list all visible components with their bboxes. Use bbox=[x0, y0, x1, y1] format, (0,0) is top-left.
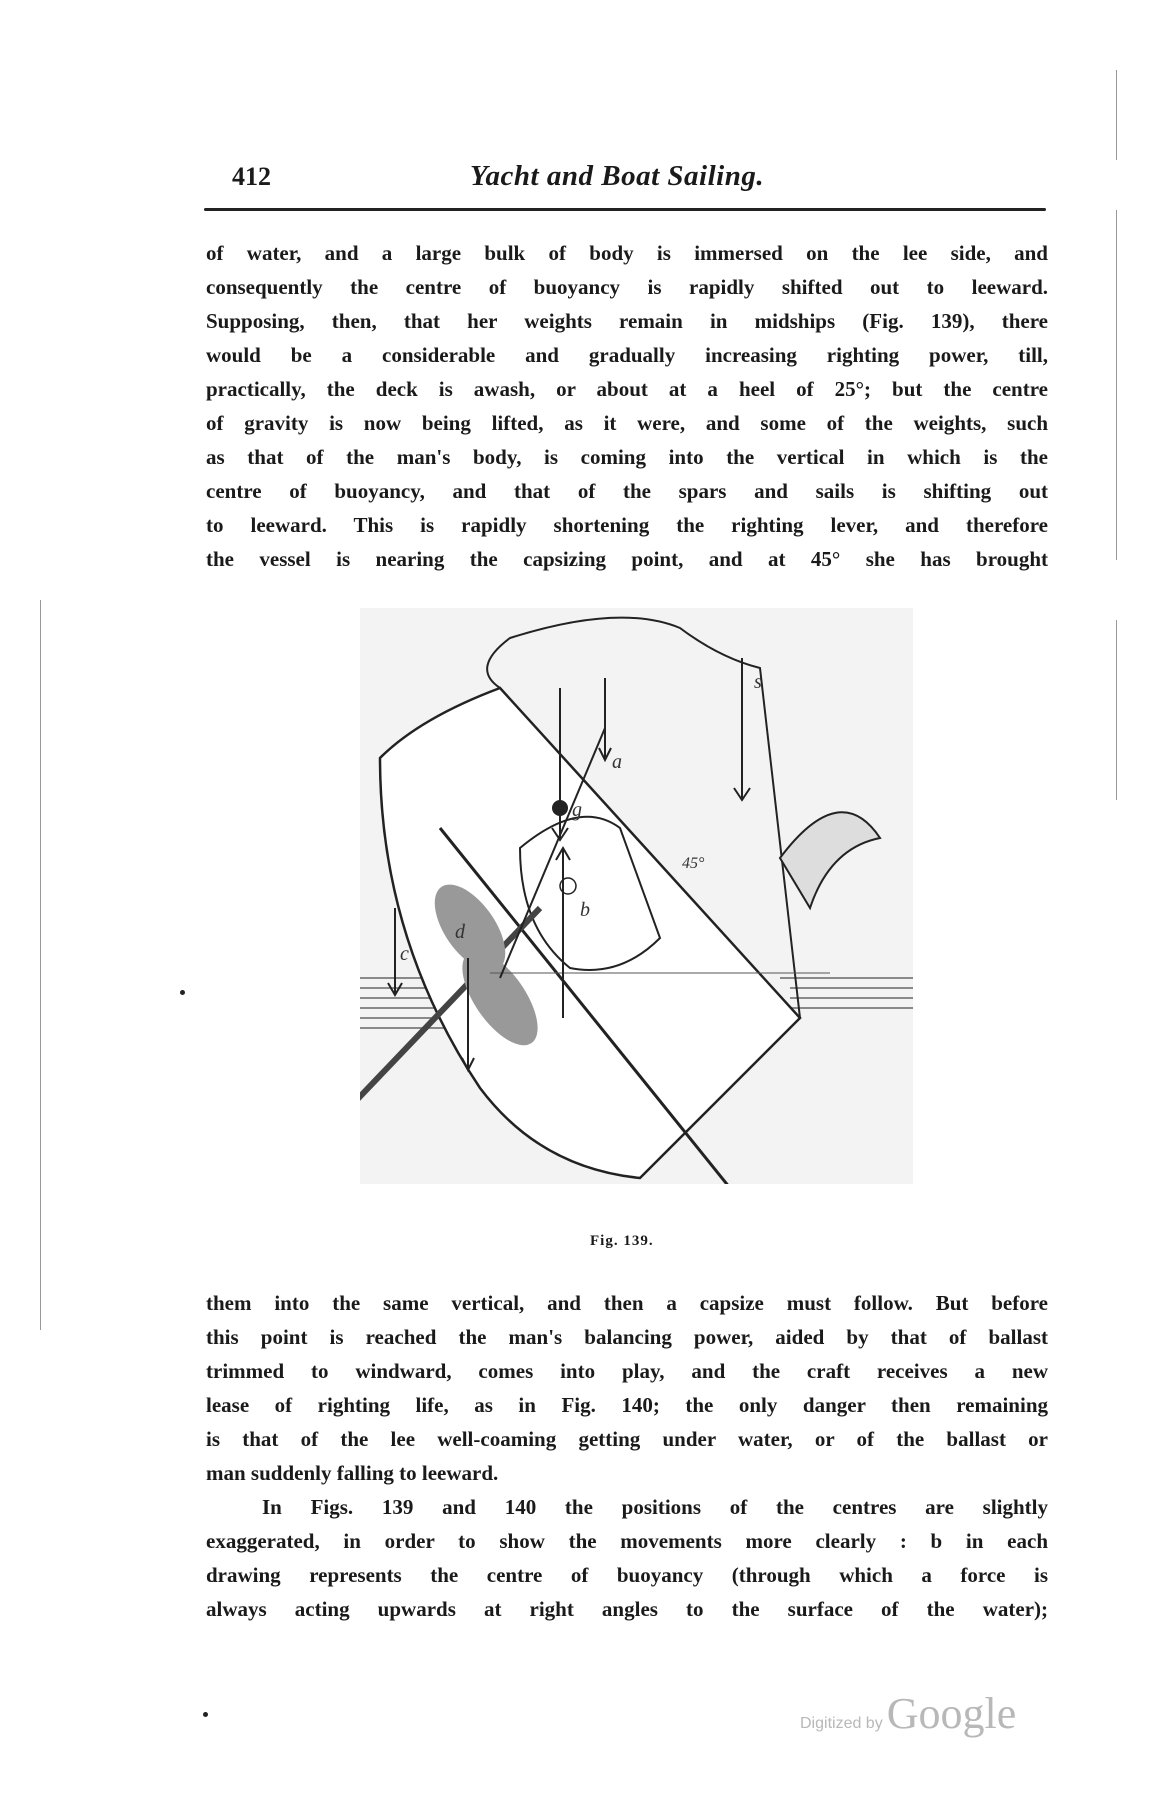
text-line: is that of the lee well-coaming getting under water, or of the ballast or bbox=[206, 1427, 1048, 1451]
text-line: In Figs. 139 and 140 the positions of the centres are slightly bbox=[262, 1495, 1048, 1519]
label-s: s bbox=[754, 671, 762, 693]
text-line: to leeward. This is rapidly shortening the righting lever, and therefore bbox=[206, 513, 1048, 537]
page-number: 412 bbox=[232, 162, 271, 191]
text-line: always acting upwards at right angles to the surface of the water); bbox=[206, 1597, 1048, 1621]
centre-of-gravity-marker bbox=[552, 800, 568, 816]
google-logo: Google bbox=[886, 1689, 1017, 1738]
label-angle: 45° bbox=[682, 855, 705, 872]
running-title: Yacht and Boat Sailing. bbox=[470, 160, 765, 192]
text-line: exaggerated, in order to show the movements more clearly : b in each bbox=[206, 1529, 1048, 1553]
text-line: the vessel is nearing the capsizing point, and at 45° she has brought bbox=[206, 547, 1048, 571]
text-line: Supposing, then, that her weights remain in midships (Fig. 139), there bbox=[206, 309, 1048, 333]
text-line: lease of righting life, as in Fig. 140; the only danger then remaining bbox=[206, 1393, 1048, 1417]
text-line: as that of the man's body, is coming into the vertical in which is the bbox=[206, 445, 1048, 469]
page-edge-left bbox=[40, 600, 41, 1330]
figure-caption: Fig. 139. bbox=[590, 1233, 654, 1249]
figure-139-illustration bbox=[360, 608, 913, 1184]
page-edge-right bbox=[1116, 620, 1117, 800]
text-line: this point is reached the man's balancing power, aided by that of ballast bbox=[206, 1325, 1048, 1349]
label-b: b bbox=[580, 899, 590, 921]
text-line: centre of buoyancy, and that of the spars and sails is shifting out bbox=[206, 479, 1048, 503]
text-line: consequently the centre of buoyancy is rapidly shifted out to leeward. bbox=[206, 275, 1048, 299]
text-line: of water, and a large bulk of body is immersed on the lee side, and bbox=[206, 241, 1048, 265]
capsizing-boat-drawing bbox=[360, 608, 913, 1184]
speck bbox=[203, 1712, 208, 1717]
text-line: drawing represents the centre of buoyancy (through which a force is bbox=[206, 1563, 1048, 1587]
text-line: trimmed to windward, comes into play, and the craft receives a new bbox=[206, 1359, 1048, 1383]
paragraph bbox=[206, 1286, 1048, 1626]
text-line: man suddenly falling to leeward. bbox=[206, 1461, 499, 1485]
paragraph bbox=[206, 236, 1048, 576]
speck bbox=[180, 990, 185, 995]
label-d: d bbox=[455, 921, 465, 943]
text-line: would be a considerable and gradually increasing righting power, till, bbox=[206, 343, 1048, 367]
header-rule bbox=[204, 208, 1046, 211]
label-g: g bbox=[572, 799, 582, 821]
text-line: them into the same vertical, and then a capsize must follow. But before bbox=[206, 1291, 1048, 1315]
label-c: c bbox=[400, 943, 409, 965]
page-edge-right bbox=[1116, 70, 1117, 160]
text-line: of gravity is now being lifted, as it were, and some of the weights, such bbox=[206, 411, 1048, 435]
digitized-by-text: Digitized by bbox=[800, 1715, 883, 1732]
digitized-by-google-watermark bbox=[800, 1688, 1016, 1739]
figure-detail bbox=[780, 812, 880, 908]
label-a: a bbox=[612, 751, 622, 773]
page-edge-right bbox=[1116, 210, 1117, 560]
text-line: practically, the deck is awash, or about at a heel of 25°; but the centre bbox=[206, 377, 1048, 401]
